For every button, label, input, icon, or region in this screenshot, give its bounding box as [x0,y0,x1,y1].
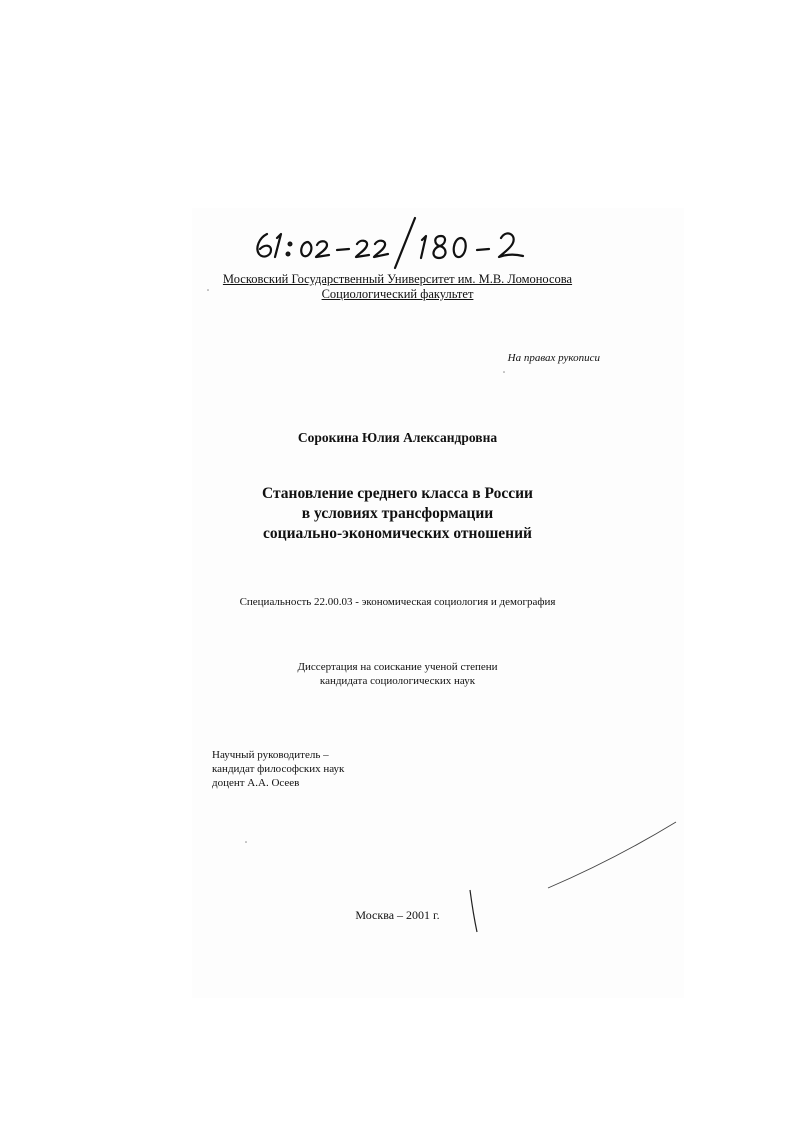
title-line-3: социально-экономических отношений [263,525,532,542]
supervisor-line-3: доцент А.А. Осеев [212,777,300,789]
university-header [0,272,795,302]
faculty-name: Социологический факультет [321,287,474,301]
title-line-1: Становление среднего класса в России [262,485,533,502]
degree-statement [0,660,795,688]
handwritten-registry-code [245,212,565,272]
handwritten-code-image [245,212,565,272]
supervisor-line-1: Научный руководитель – [212,749,329,761]
title-line-2: в условиях трансформации [301,505,494,522]
rights-note: На правах рукописи [507,352,600,364]
city-year: Москва – 2001 г. [355,908,440,922]
supervisor-block [212,748,344,790]
supervisor-line-2: кандидат философских наук [212,763,345,775]
author-name: Сорокина Юлия Александровна [297,430,498,445]
university-name: Московский Государственный Университет им. М.В. Ломоносова [222,272,573,286]
dissertation-title [0,484,795,544]
specialty-line: Специальность 22.00.03 - экономическая социология и демография [239,596,556,608]
degree-line-1: Диссертация на соискание ученой степени [297,661,498,673]
degree-line-2: кандидата социологических наук [319,675,476,687]
